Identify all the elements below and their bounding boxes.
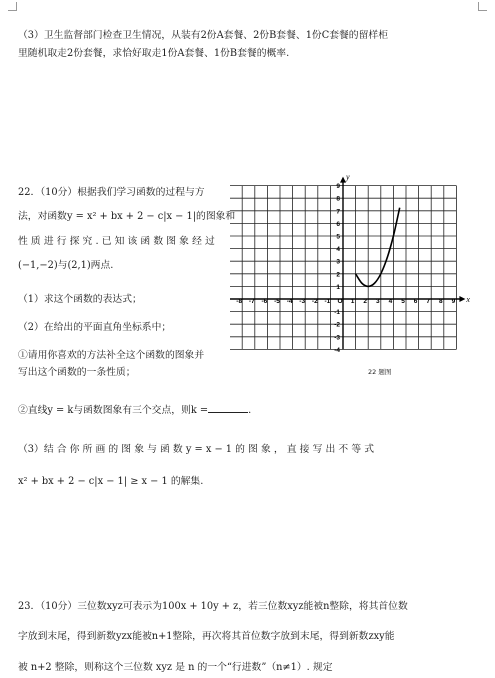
q22-stem-line3: 性 质 进 行 探 究 . 已 知 该 函 数 图 象 经 过 — [18, 236, 215, 247]
x-tick-label: -1 — [324, 298, 331, 305]
q22-stem-line2: 法，对函数y = x² + bx + 2 − c|x − 1|的图象和 — [18, 211, 236, 222]
q22-stem-line4: (−1,−2)与(2,1)两点. — [18, 260, 114, 271]
x-tick-label: -8 — [236, 298, 243, 305]
x-tick-label: 5 — [401, 298, 405, 305]
function-graph — [230, 168, 480, 368]
y-tick-label: 4 — [336, 246, 340, 254]
q22-part2b-text: ②直线y = k与函数图象有三个交点，则k = — [18, 405, 209, 416]
x-tick-label: 2 — [363, 298, 368, 305]
axis-tick-labels — [236, 183, 455, 354]
y-tick-label: 7 — [336, 208, 340, 216]
x-tick-label: -6 — [261, 298, 268, 305]
y-tick-label: 6 — [336, 220, 340, 228]
x-tick-label: 3 — [375, 298, 380, 305]
q22-part3-line1: （3）结 合 你 所 画 的 图 象 与 函 数 y = x − 1 的 图 象 ， 直 接 写 出 不 等 式 — [18, 444, 375, 455]
answer-blank — [208, 402, 248, 413]
x-tick-label: 6 — [413, 298, 418, 305]
y-tick-label: -3 — [334, 334, 340, 342]
q23-line2: 字放到末尾，得到新数yzx能被n+1整除，再次将其首位数字放到末尾，得到新数zxy能 — [18, 631, 395, 642]
y-tick-label: 3 — [336, 258, 340, 266]
q22-part3-line2: x² + bx + 2 − c|x − 1| ≥ x − 1 的解集. — [18, 476, 204, 487]
q22-part2a-line2: 写出这个函数的一条性质； — [18, 367, 136, 378]
x-tick-label: -7 — [248, 298, 255, 305]
q22-part1: （1）求这个函数的表达式； — [18, 294, 142, 305]
x-tick-label: -2 — [311, 298, 318, 305]
x-tick-label: 8 — [438, 298, 443, 305]
y-tick-label: 5 — [336, 233, 340, 241]
x-tick-label: 7 — [426, 298, 431, 305]
q22-part2a-line1: ①请用你喜欢的方法补全这个函数的图象并 — [18, 350, 205, 361]
y-tick-label: -4 — [334, 346, 340, 354]
q21-part3-line1: （3）卫生监督部门检查卫生情况，从装有2份A套餐、2份B套餐、1份C套餐的留样柜 — [18, 30, 388, 41]
x-tick-label: 1 — [350, 298, 355, 305]
x-tick-label: 9 — [451, 298, 456, 305]
figure-caption: 22 题图 — [368, 368, 392, 376]
page-corner-mark-right — [478, 2, 487, 11]
q23-line3: 被 n+2 整除，则称这个三位数 xyz 是 n 的一个“行进数”（n≠1）. 规定 — [18, 662, 333, 673]
x-tick-label: 4 — [388, 298, 393, 305]
y-tick-label: 1 — [336, 283, 340, 291]
x-tick-label: -3 — [299, 298, 306, 305]
y-tick-label: 2 — [336, 271, 340, 279]
q22-stem-line1: 22．（10分）根据我们学习函数的过程与方 — [18, 187, 205, 198]
q22-part2b — [18, 402, 251, 418]
y-tick-label: -2 — [334, 321, 340, 329]
x-tick-label: -4 — [286, 298, 293, 305]
y-tick-label: 8 — [336, 195, 340, 203]
q23-line1: 23．（10分）三位数xyz可表示为100x + 10y + z，若三位数xyz能被n整除，将其首位数 — [18, 601, 408, 612]
y-tick-label: 9 — [336, 183, 340, 191]
q22-part2b-end: . — [248, 405, 252, 416]
y-tick-label: -1 — [334, 309, 340, 317]
x-tick-label: O — [337, 298, 343, 305]
page-corner-mark-left — [8, 2, 17, 11]
x-tick-label: -5 — [274, 298, 280, 305]
x-axis-label: x — [466, 295, 470, 304]
q22-part2: （2）在给出的平面直角坐标系中； — [18, 322, 172, 333]
y-axis-label: y — [346, 172, 350, 182]
q21-part3-line2: 里随机取走2份套餐，求恰好取走1份A套餐、1份B套餐的概率. — [18, 48, 290, 59]
x-axis-arrow — [459, 296, 465, 302]
